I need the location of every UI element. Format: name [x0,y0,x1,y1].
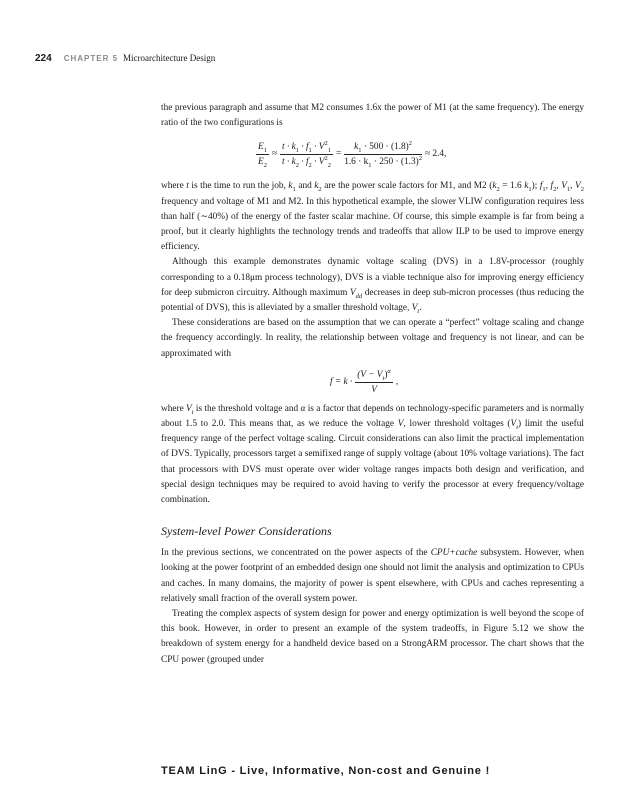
eq1-lhs: $\frac{E_1}{E_2}$ [258,142,267,170]
section-heading: System-level Power Considerations [161,524,332,539]
paragraph: These considerations are based on the assumption that we can operate a “perfect” voltage scaling and change the frequency accordingly. In reality, the relationship between voltage and frequency is not linear, and can be approximated with [161,318,584,359]
eq1-middle: $\frac{t \cdot k_1 \cdot f_1 \cdot V^2_1}{t \cdot k_2 \cdot f_2 \cdot V^2_2}$ [282,140,331,170]
footer-banner: TEAM LinG - Live, Informative, Non-cost and Genuine ! [161,765,491,777]
paragraph: where $V_t$ is the threshold voltage and α is a factor that depends on technology-specific parameters and is normally about 1.5 to 2.0. This means that, as we reduce the voltage V, lower threshold voltages $(V_t)$ limit the useful frequency range of the perfect voltage scaling. Circuit considerations can also limit the practical implementation of DVS. Typically, processors target a semifixed range of supply voltage (about 10% voltage variations). The fact that processors with DVS must operate over wider voltage ranges impacts both design and verification, and special design techniques may be required to avoid having to verify the processor at every frequency/voltage combination. [161,403,584,506]
frequency-voltage-equation: f = k · $\frac{(V - V_t)^\alpha}{V}$ , [330,367,399,395]
paragraph: the previous paragraph and assume that M2 consumes 1.6x the power of M1 (at the same frequency). The energy ratio of the two configurations is [161,103,584,129]
eq2-fraction: $\frac{(V - V_t)^\alpha}{V}$ [357,367,391,395]
energy-ratio-equation: $\frac{E_1}{E_2}$ ≈ $\frac{t \cdot k_1 \cdot f_1 \cdot V^2_1}{t \cdot k_2 \cdot f_2 \cdot V^2_2}$ = $\frac{k_1 \cdot 500 \cdot (1.8)^2}{1.6 \cdot k_1 \cdot 250 \cdot (1.3)^2}$ ≈ 2.4, [258,140,447,170]
paragraph: Although this example demonstrates dynamic voltage scaling (DVS) in a 1.8V-processor (roughly corresponding to a 0.18μm process technology), DVS is a viable technique also for improving energy efficiency for deep submicron circuitry. Although maximum $V_{dd}$ decreases in deep sub-micron processes (thus reducing the potential of DVS), this is alleviated by a smaller threshold voltage, $V_t$. [161,257,584,315]
eq1-rhs: $\frac{k_1 \cdot 500 \cdot (1.8)^2}{1.6 \cdot k_1 \cdot 250 \cdot (1.3)^2}$ [344,140,422,170]
page-number: 224 [35,53,52,64]
paragraph: where t is the time to run the job, $k_1$ and $k_2$ are the power scale factors for M1, and M2 ($k_2 = 1.6$ $k_1$); $f_1$, $f_2$, $V_1$, $V_2$ frequency and voltage of M1 and M2. In this hypothetical example, the slower VLIW configuration requires less than half (∼40%) of the energy of the faster scalar machine. Of course, this simple example is far from being a proof, but it clearly highlights the technology trends and tradeoffs that allow ILP to be used to improve energy efficiency. [161,181,584,253]
paragraph: In the previous sections, we concentrated on the power aspects of the CPU+cache subsystem. However, when looking at the power footprint of an embedded design one should not limit the analysis and optimization to CPUs and caches. In many domains, the majority of power is spent elsewhere, with CPUs and caches representing a relatively small fraction of the overall system power. [161,548,585,604]
chapter-title: Microarchitecture Design [123,53,216,63]
paragraph: Treating the complex aspects of system design for power and energy optimization is well beyond the scope of this book. However, in order to present an example of the system tradeoffs, in Figure 5.12 we show the breakdown of system energy for a handheld device based on a StrongARM processor. The chart shows that the CPU power (grouped under [161,609,584,665]
running-header [35,53,215,64]
chapter-label: CHAPTER 5 [63,54,119,63]
page-body [161,101,584,668]
